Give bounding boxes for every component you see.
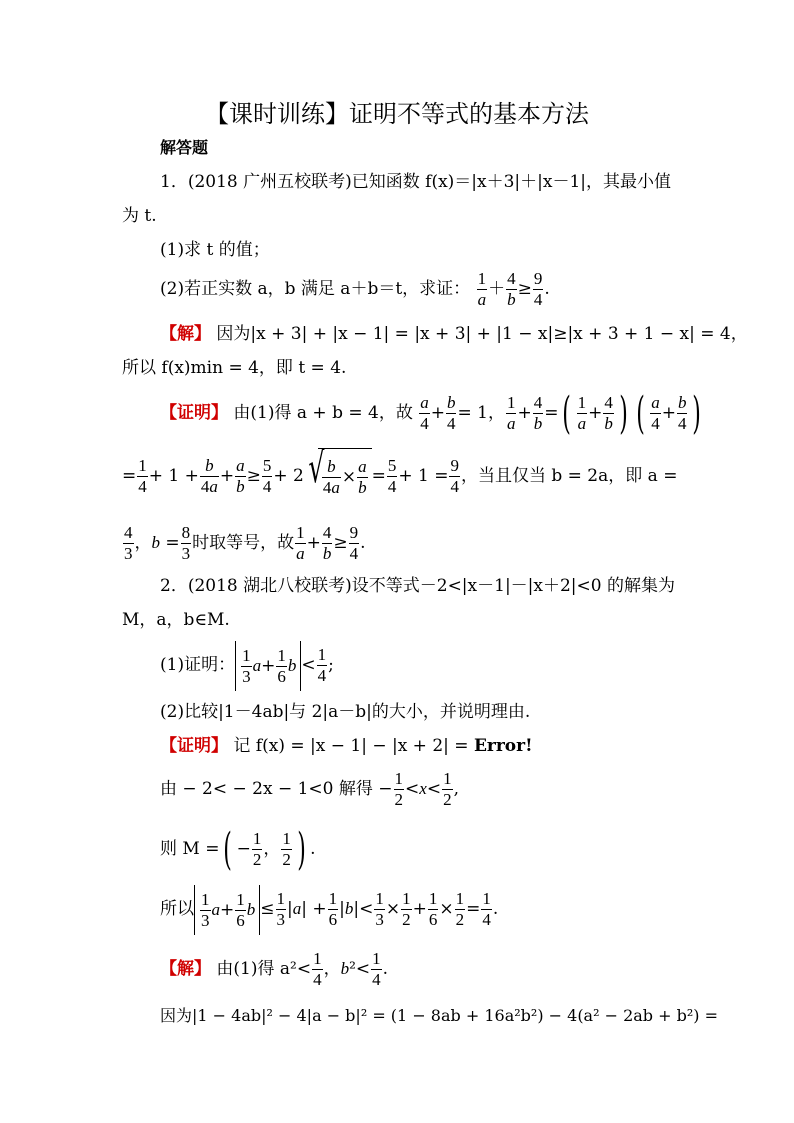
fraction: $\frac{4}{b}$ [507, 269, 516, 309]
equality-end: 时取等号，故 [192, 533, 295, 553]
q1-solution2-line3: $\frac{4}{3}$ ，b = $\frac{8}{3}$ 时取等号，故 $\frac{1}{a}$ + $\frac{4}{b}$ ≥ $\frac{9}{4}$ . [124, 523, 366, 563]
q1-stem-line2: 为 t. [122, 206, 157, 226]
equality-condition: 当且仅当 b = 2a，即 a = [477, 466, 678, 486]
q2-solution1-line2: 由 − 2< − 2x − 1<0 解得 − $\frac{1}{2}$ <x< $\frac{1}{2}$ , [160, 769, 459, 809]
fraction: $\frac{1}{a}$ [477, 269, 487, 309]
q1-solution1-line1 [160, 322, 748, 346]
proof-text: 由(1)得 a + b = 4，故 [233, 403, 413, 423]
proof-text: 记 f(x) = |x − 1| − |x + 2| = [233, 736, 474, 756]
fraction: $\frac{9}{4}$ [533, 269, 543, 309]
solution-text: 由(1)得 a²< [216, 959, 312, 979]
q2-solution1-line4: 所以 $\frac{1}{3}$ a+ $\frac{1}{6}$ b ≤ $\frac{1}{3}$ |a| + $\frac{1}{6}$ |b|< $\frac{1}{3}$ × $\frac{1}{2}$ + $\frac{1}{6}$ × $\frac{1}{2}$ = $\frac{1}{4}$ . [160, 884, 498, 935]
q1-solution2-line2: = $\frac{1}{4}$ + 1 + $\frac{b}{4a}$ + $\frac{a}{b}$ ≥ $\frac{5}{4}$ + 2 √ $\frac{b}{4a}$ × $\frac{a}{b}$ = $\frac{5}{4}$ + 1 = $\frac{9}{4}$ ，当且仅当 b = 2a，即 a = [122, 448, 677, 505]
q1-stem-line1: 1．(2018 广州五校联考)已知函数 f(x)＝|x＋3|＋|x－1|，其最小值 [160, 172, 672, 192]
range-text: 由 − 2< − 2x − 1<0 解得 − [160, 779, 393, 799]
page-title: 【课时训练】证明不等式的基本方法 [205, 100, 589, 128]
error-text: Error! [473, 736, 533, 756]
solution-tag: 【解】 [160, 959, 211, 979]
q2-stem-line2: M，a，b∈M. [122, 610, 230, 630]
solution-text: 因为|x + 3| + |x − 1| = |x + 3| + |1 − x|≥|x + 3 + 1 − x| = 4， [216, 324, 748, 344]
q2-solution1-line3: 则 M =( − $\frac{1}{2}$ ， $\frac{1}{2}$ ) . [160, 823, 316, 875]
q2-stem-line1: 2．(2018 湖北八校联考)设不等式－2<|x－1|－|x＋2|<0 的解集为 [160, 576, 675, 596]
q1-solution2-line1: 【证明】 由(1)得 a + b = 4，故 $\frac{a}{4}$ + $\frac{b}{4}$ = 1， $\frac{1}{a}$ + $\frac{4}{b}$ =( $\frac{1}{a}$ + $\frac{4}{b}$ ) ( $\frac{a}{4}$ + $\frac{b}{4}$ ) [160, 387, 702, 439]
q2-part1: (1)证明： $\frac{1}{3}$ a+ $\frac{1}{6}$ b < $\frac{1}{4}$ ; [160, 640, 334, 691]
section-heading: 解答题 [160, 138, 209, 157]
so-text: 所以 [160, 899, 194, 919]
q2-solution1-line1 [160, 734, 533, 758]
q1-solution1-line2: 所以 f(x)min = 4，即 t = 4. [122, 358, 347, 378]
set-text: 则 M = [160, 839, 220, 859]
proof-tag: 【证明】 [160, 736, 228, 756]
q2-solution2-line1: 【解】 由(1)得 a²< $\frac{1}{4}$ ，b²< $\frac{1}{4}$ . [160, 949, 389, 989]
q2-solution2-line2: 因为|1 − 4ab|² − 4|a − b|² = (1 − 8ab + 16a²b²) − 4(a² − 2ab + b²) = [160, 1006, 719, 1025]
solution-tag: 【解】 [160, 324, 211, 344]
q2-part2: (2)比较|1－4ab|与 2|a－b|的大小，并说明理由. [160, 702, 531, 722]
q2-part1-text: (1)证明： [160, 655, 236, 675]
q1-part2-text: (2)若正实数 a，b 满足 a＋b＝t，求证： [160, 279, 471, 299]
proof-tag: 【证明】 [160, 403, 228, 423]
q1-part1: (1)求 t 的值； [160, 240, 270, 260]
q1-part2: (2)若正实数 a，b 满足 a＋b＝t，求证： $\frac{1}{a}$ ＋ $\frac{4}{b}$ ≥ $\frac{9}{4}$ . [160, 269, 550, 309]
